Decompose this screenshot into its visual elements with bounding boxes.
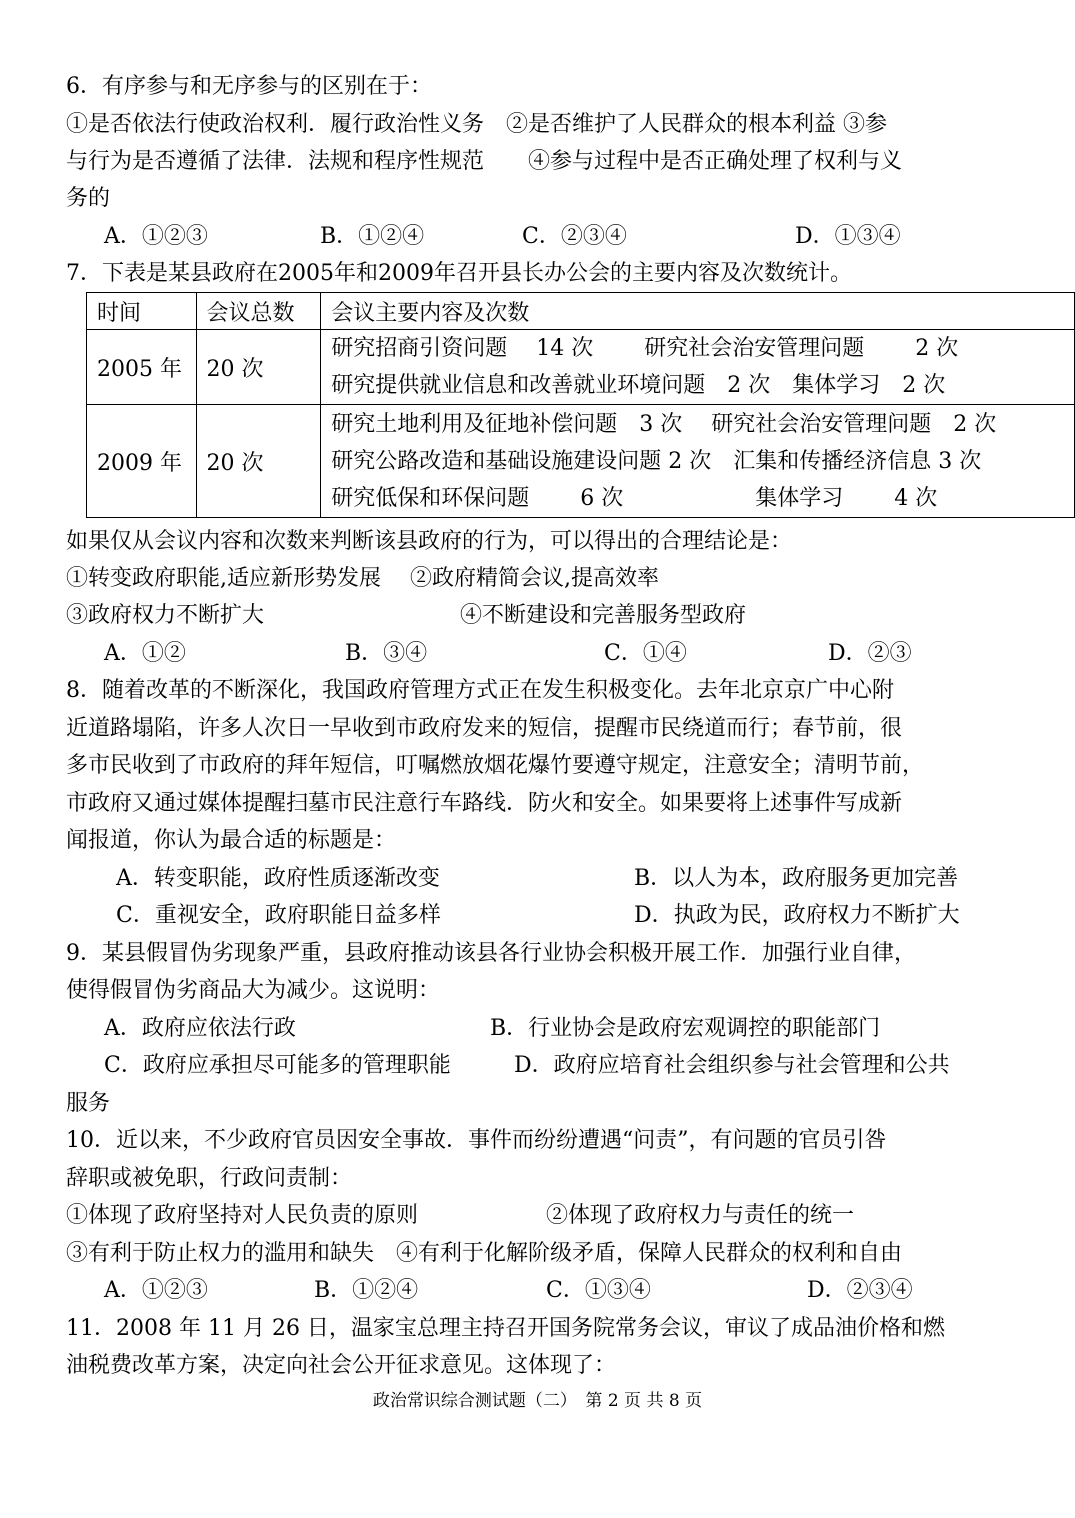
table-cell-content bbox=[321, 330, 1075, 405]
q8-option-b: B．以人为本，政府服务更加完善 bbox=[634, 866, 959, 891]
table-cell-year: 2009 年 bbox=[87, 405, 197, 518]
q8-option-c: C．重视安全，政府职能日益多样 bbox=[116, 903, 441, 928]
table-header-time: 时间 bbox=[87, 293, 197, 330]
q9-option-b: B．行业协会是政府宏观调控的职能部门 bbox=[490, 1016, 881, 1041]
q8-option-a: A．转变职能，政府性质逐渐改变 bbox=[116, 866, 440, 891]
meeting-table bbox=[86, 292, 1075, 518]
q6-option-d: D．①③④ bbox=[795, 224, 901, 249]
q6-stem: 6．有序参与和无序参与的区别在于： bbox=[66, 74, 432, 99]
q9-line-1: 9．某县假冒伪劣现象严重，县政府推动该县各行业协会积极开展工作．加强行业自律， bbox=[66, 941, 916, 966]
q9-option-d: D．政府应培育社会组织参与社会管理和公共 bbox=[514, 1053, 950, 1078]
q7-option-b: B．③④ bbox=[345, 641, 428, 666]
table-row bbox=[87, 330, 1075, 405]
q7-stem: 7．下表是某县政府在2005年和2009年召开县长办公会的主要内容及次数统计。 bbox=[66, 261, 852, 286]
content-line: 研究招商引资问题 14 次 研究社会治安管理问题 2 次 bbox=[331, 336, 959, 361]
q10-option-d: D．②③④ bbox=[807, 1278, 913, 1303]
table-header-total: 会议总数 bbox=[196, 293, 321, 330]
q7-line-3a: ③政府权力不断扩大 bbox=[66, 603, 265, 628]
q7-option-d: D．②③ bbox=[828, 641, 912, 666]
q8-line-3: 多市民收到了市政府的拜年短信，叮嘱燃放烟花爆竹要遵守规定，注意安全；清明节前， bbox=[66, 753, 925, 778]
q6-option-b: B．①②④ bbox=[320, 224, 425, 249]
q6-line-2: 与行为是否遵循了法律．法规和程序性规范 ④参与过程中是否正确处理了权利与义 bbox=[66, 149, 903, 174]
content-line: 研究提供就业信息和改善就业环境问题 2 次 集体学习 2 次 bbox=[331, 373, 946, 398]
q11-line-2: 油税费改革方案，决定向社会公开征求意见。这体现了： bbox=[66, 1353, 617, 1378]
table-header-content: 会议主要内容及次数 bbox=[321, 293, 1075, 330]
q7-line-3b: ④不断建设和完善服务型政府 bbox=[460, 603, 747, 628]
q10-statement-2: ②体现了政府权力与责任的统一 bbox=[546, 1203, 855, 1228]
q6-line-1: ①是否依法行使政治权利．履行政治性义务 ②是否维护了人民群众的根本利益 ③参 bbox=[66, 112, 887, 137]
q9-line-3: 服务 bbox=[66, 1091, 111, 1116]
q6-option-a: A．①②③ bbox=[104, 224, 208, 249]
q7-option-c: C．①④ bbox=[604, 641, 687, 666]
q7-line-1: 如果仅从会议内容和次数来判断该县政府的行为，可以得出的合理结论是： bbox=[66, 529, 793, 554]
q10-line-1: 10．近以来，不少政府官员因安全事故．事件而纷纷遭遇“问责”，有问题的官员引咎 bbox=[66, 1128, 887, 1153]
q8-option-d: D．执政为民，政府权力不断扩大 bbox=[634, 903, 960, 928]
q7-line-2: ①转变政府职能,适应新形势发展 ②政府精简会议,提高效率 bbox=[66, 566, 659, 591]
content-line: 研究土地利用及征地补偿问题 3 次 研究社会治安管理问题 2 次 bbox=[331, 411, 997, 437]
q11-line-1: 11．2008 年 11 月 26 日，温家宝总理主持召开国务院常务会议，审议了成品油价格和燃 bbox=[66, 1316, 945, 1341]
table-row bbox=[87, 405, 1075, 518]
content-line: 研究低保和环保问题 6 次 集体学习 4 次 bbox=[331, 485, 938, 511]
table-cell-total: 20 次 bbox=[196, 330, 321, 405]
q9-option-c: C．政府应承担尽可能多的管理职能 bbox=[104, 1053, 451, 1078]
table-cell-total: 20 次 bbox=[196, 405, 321, 518]
q8-line-2: 近道路塌陷，许多人次日一早收到市政府发来的短信，提醒市民绕道而行；春节前，很 bbox=[66, 716, 903, 741]
q10-option-b: B．①②④ bbox=[314, 1278, 419, 1303]
table-cell-year: 2005 年 bbox=[87, 330, 197, 405]
q9-line-2: 使得假冒伪劣商品大为减少。这说明： bbox=[66, 978, 441, 1003]
q10-option-a: A．①②③ bbox=[104, 1278, 208, 1303]
table-cell-content bbox=[321, 405, 1075, 518]
q8-line-5: 闻报道，你认为最合适的标题是： bbox=[66, 828, 397, 853]
q9-option-a: A．政府应依法行政 bbox=[104, 1016, 296, 1041]
page-footer: 政治常识综合测试题（二） 第 2 页 共 8 页 bbox=[372, 1391, 703, 1411]
q6-option-c: C．②③④ bbox=[522, 224, 627, 249]
q10-option-c: C．①③④ bbox=[546, 1278, 651, 1303]
q10-statement-3: ③有利于防止权力的滥用和缺失 ④有利于化解阶级矛盾，保障人民群众的权利和自由 bbox=[66, 1241, 903, 1266]
q7-option-a: A．①② bbox=[104, 641, 186, 666]
q6-line-3: 务的 bbox=[66, 186, 111, 211]
q10-line-2: 辞职或被免职，行政问责制： bbox=[66, 1166, 353, 1191]
q10-statement-1: ①体现了政府坚持对人民负责的原则 bbox=[66, 1203, 419, 1228]
table-header-row bbox=[87, 293, 1075, 330]
content-line: 研究公路改造和基础设施建设问题 2 次 汇集和传播经济信息 3 次 bbox=[331, 448, 982, 474]
q8-line-1: 8．随着改革的不断深化，我国政府管理方式正在发生积极变化。去年北京京广中心附 bbox=[66, 678, 894, 703]
q8-line-4: 市政府又通过媒体提醒扫墓市民注意行车路线．防火和安全。如果要将上述事件写成新 bbox=[66, 791, 903, 816]
